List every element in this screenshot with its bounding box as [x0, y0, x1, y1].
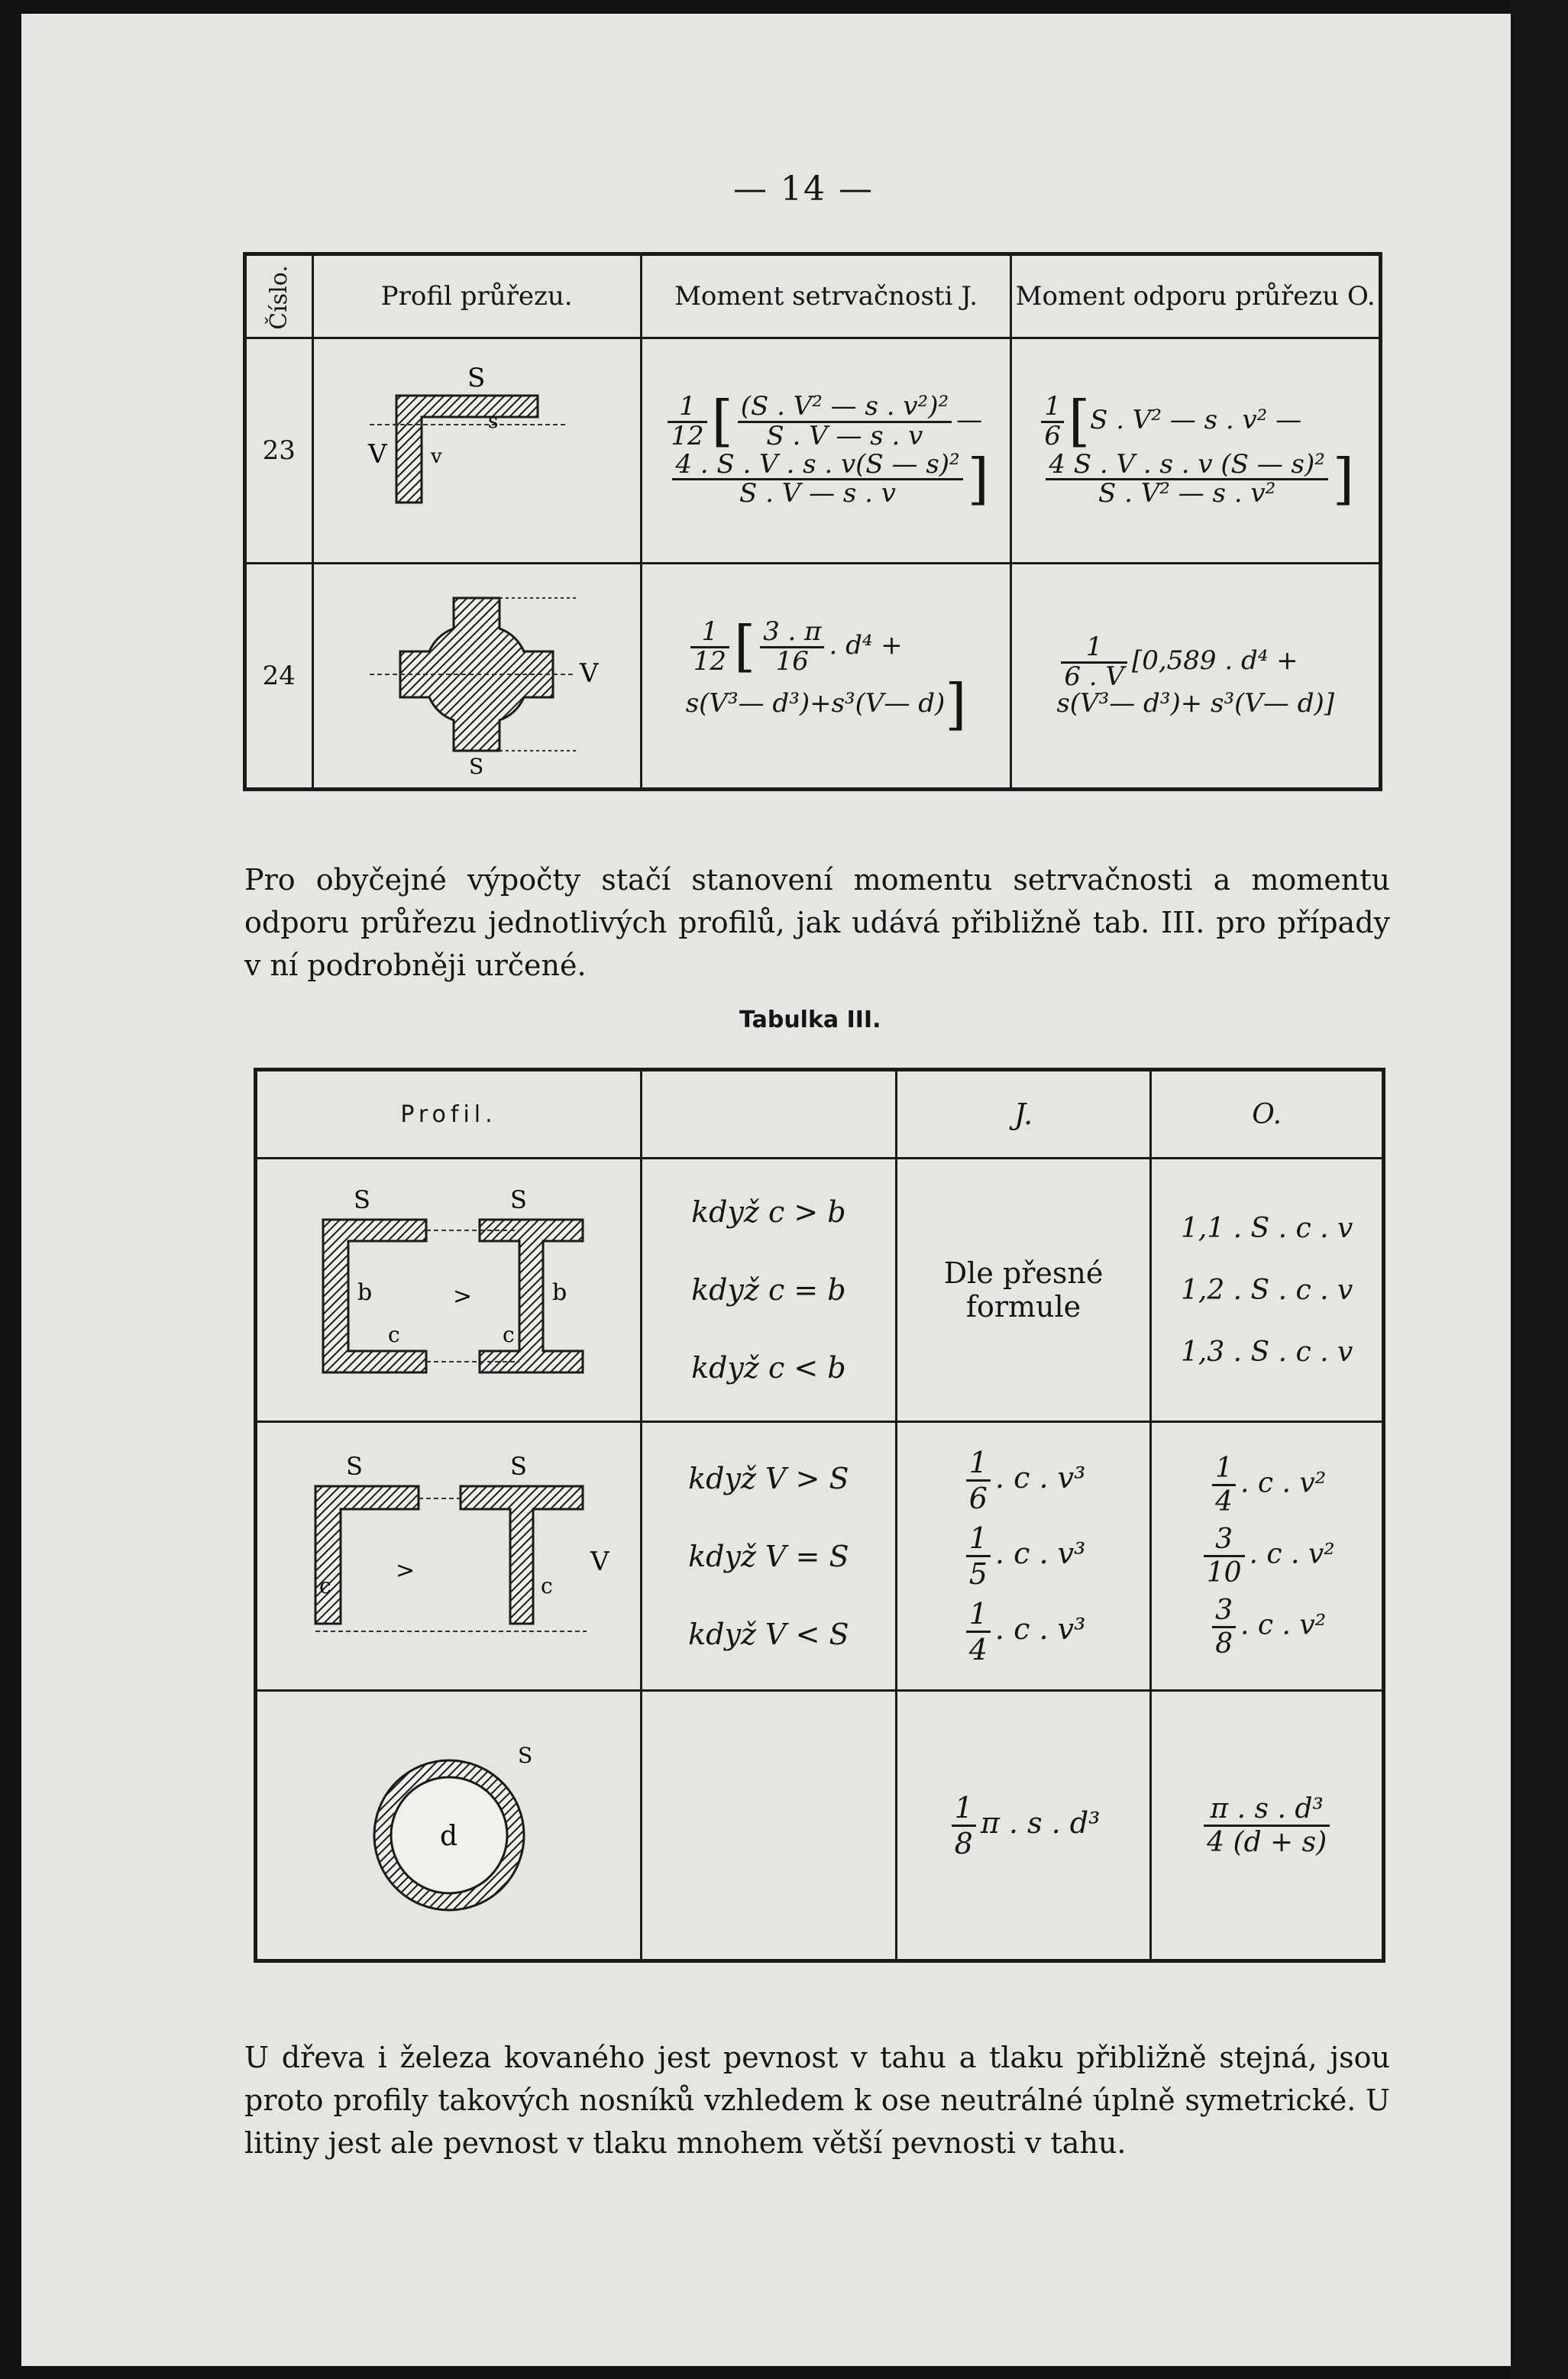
- paragraph-intro: Pro obyčejné výpočty stačí stanovení momentu setrvačnosti a momentu odporu průřezu jednotlivých profilů, jak udává přibližně tab. III. pro případy v ní podrobněji určené.: [244, 863, 1390, 982]
- cross-profile-figure: [312, 564, 641, 790]
- channel-profiles-figure: [256, 1159, 642, 1422]
- label-s: S: [469, 754, 484, 779]
- page-number: — 14 —: [733, 170, 874, 208]
- angle-profile-drawing: [324, 342, 629, 556]
- label-c1: c: [318, 1573, 331, 1598]
- ring-profile-drawing: [281, 1709, 617, 1938]
- moment-o-23: $\frac{1}{6}$ [S . V² — s . v² — $\frac{\text{4 S . V . s . v (S — s)²}}{\text{S . V² — s . v²}}$ ]: [1011, 338, 1381, 564]
- label-c2: c: [540, 1573, 553, 1598]
- arrow-mark: >: [395, 1556, 415, 1584]
- header-j: J.: [896, 1070, 1151, 1159]
- angle-t-profiles-drawing: [281, 1440, 617, 1670]
- label-v-inner: v: [431, 445, 442, 468]
- conditions-row3: [642, 1691, 897, 1961]
- j-row3: $\frac{1}{8}$ π . s . d³: [896, 1691, 1151, 1961]
- label-s1: S: [353, 1185, 370, 1214]
- conditions-row2: když V > S když V = S když V < S: [642, 1422, 897, 1691]
- label-b2: b: [551, 1279, 567, 1306]
- label-v: V: [580, 658, 599, 689]
- header-moment-j: Moment setrvačnosti J.: [641, 254, 1011, 338]
- table1-header-row: [245, 254, 1381, 338]
- label-s1: S: [345, 1451, 363, 1481]
- scan-border: [1511, 0, 1568, 2379]
- label-b1: b: [357, 1279, 372, 1306]
- label-c1: c: [387, 1322, 400, 1347]
- paragraph-closing: U dřeva i železa kovaného jest pevnost v tahu a tlaku přibližně stejná, jsou proto profily takových nosníků vzhledem k ose neutrálné úplně symetrické. U litiny jest ale pevnost v tlaku mnohem větší pevnosti v tahu.: [244, 2041, 1390, 2160]
- o-row1: 1,1 . S . c . v 1,2 . S . c . v 1,3 . S . c . v: [1151, 1159, 1384, 1422]
- conditions-row1: když c > b když c = b když c < b: [642, 1159, 897, 1422]
- j-row1: Dle přesné formule: [896, 1159, 1151, 1422]
- table-row: [256, 1691, 1384, 1961]
- row-number: 23: [245, 338, 313, 564]
- moment-j-23: $\frac{1}{12}$ [ $\frac{\text{(S . V² — s . v²)²}}{S . V — s . v}$ — $\frac{\text{4 . S . V . s . v(S — s)²}}{S . V — s . v}$ ]: [641, 338, 1011, 564]
- table2-header-row: [256, 1070, 1384, 1159]
- angle-t-profiles-figure: [256, 1422, 642, 1691]
- header-profil: Profil.: [256, 1070, 642, 1159]
- label-c2: c: [502, 1322, 515, 1347]
- label-s2: S: [509, 1451, 527, 1481]
- row-number: 24: [245, 564, 313, 790]
- table-caption: Tabulka III.: [739, 1007, 881, 1033]
- angle-profile-figure: [312, 338, 641, 564]
- ring-profile-figure: [256, 1691, 642, 1961]
- profile-table-1: [243, 252, 1382, 791]
- label-s-top: S: [467, 363, 486, 393]
- header-empty: [642, 1070, 897, 1159]
- label-s: S: [517, 1743, 532, 1768]
- moment-j-24: $\frac{1}{12}$ [ $\frac{3 . \pi}{16}$ . d⁴ + s(V³— d³)+s³(V— d)]: [641, 564, 1011, 790]
- o-row2: $\frac{1}{4}$ . c . v² $\frac{3}{10}$ . c . v² $\frac{3}{8}$ . c . v²: [1151, 1422, 1384, 1691]
- header-profil: Profil průřezu.: [312, 254, 641, 338]
- label-v-left: V: [368, 439, 387, 470]
- header-cislo: Číslo.: [245, 254, 313, 338]
- table-row: [245, 338, 1381, 564]
- table-row: [245, 564, 1381, 790]
- header-moment-o: Moment odporu průřezu O.: [1011, 254, 1381, 338]
- label-d: d: [439, 1821, 457, 1852]
- j-row2: $\frac{1}{6}$ . c . v³ $\frac{1}{5}$ . c . v³ $\frac{1}{4}$ . c . v³: [896, 1422, 1151, 1691]
- o-row3: $\frac{\text{π . s . d³}}{4 (d + s)}$: [1151, 1691, 1384, 1961]
- label-s2: S: [509, 1185, 527, 1214]
- profile-table-3: [254, 1068, 1385, 1963]
- channel-profiles-drawing: [281, 1174, 617, 1403]
- header-o: O.: [1151, 1070, 1384, 1159]
- label-v: V: [590, 1546, 609, 1577]
- cross-profile-drawing: [324, 567, 629, 781]
- arrow-mark: >: [452, 1283, 472, 1310]
- moment-o-24: $\frac{1}{6 . V}$ [0,589 . d⁴ + s(V³— d³)+ s³(V— d)]: [1011, 564, 1381, 790]
- table-row: [256, 1422, 1384, 1691]
- label-s-inner: s: [488, 410, 499, 433]
- table-row: [256, 1159, 1384, 1422]
